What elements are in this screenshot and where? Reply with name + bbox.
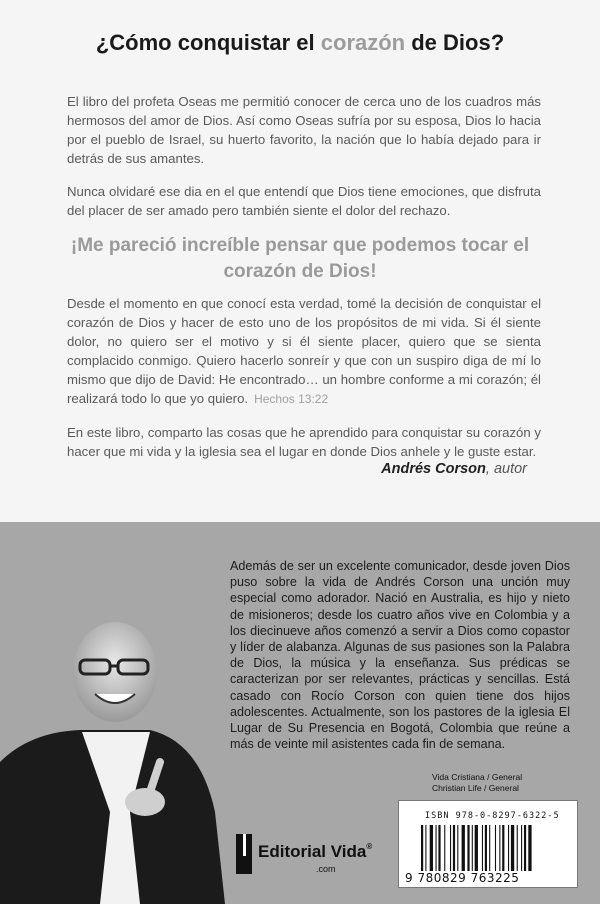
category-label bbox=[432, 772, 522, 794]
author-photo bbox=[0, 612, 232, 904]
title-part-2: de Dios? bbox=[405, 30, 505, 55]
publisher-name bbox=[258, 842, 372, 862]
registered-mark: ® bbox=[366, 842, 373, 851]
author-name: Andrés Corson bbox=[381, 461, 486, 477]
isbn-text: ISBN 978-0-8297-6322-5 bbox=[425, 811, 560, 821]
barcode-box bbox=[398, 800, 578, 888]
paragraph-3 bbox=[67, 294, 541, 409]
bible-reference: Hechos 13:22 bbox=[254, 392, 329, 406]
paragraph-4: En este libro, comparto las cosas que he aprendido para conquistar su corazón y hacer que mi vida y la iglesia sea el lugar en donde Dios anhele y le guste estar. bbox=[67, 425, 541, 459]
category-line-1: Vida Cristiana / General bbox=[432, 772, 523, 782]
author-bio: Además de ser un excelente comunicador, desde joven Dios puso sobre la vida de Andrés Corson una unción muy especial como adorador. Nació en Australia, es hijo y nieto de misioneros; desde los cuatro años vive en Colombia y a los diecinueve años comenzó a servir a Dios como copastor y líder de alabanza. Algunas de sus pasiones son la Palabra de Dios, la música y la enseñanza. Sus prédicas se caracterizan por ser relevantes, prácticas y sencillas. Está casado con Rocío Corson con quien tiene dos hijos adolescentes. Actualmente, son los pastores de la iglesia El Lugar de Su Presencia en Bogotá, Colombia que reúne a más de veinte mil asistentes cada fin de semana. bbox=[230, 559, 570, 752]
page-title bbox=[0, 30, 600, 56]
category-line-2: Christian Life / General bbox=[432, 783, 519, 793]
barcode-number: 9 780829 763225 bbox=[405, 871, 520, 885]
title-part-1: ¿Cómo conquistar el bbox=[95, 30, 321, 55]
author-role: , autor bbox=[485, 461, 527, 477]
paragraph-1: El libro del profeta Oseas me permitió conocer de cerca uno de los cuadros más hermosos del amor de Dios. Así como Oseas sufría por su esposa, Dios lo hacia por el pueblo de Israel, su huerto favorito, la nación que lo había dejado para ir detrás de sus amantes. bbox=[67, 94, 541, 166]
paragraph-3-text: Desde el momento en que conocí esta verdad, tomé la decisión de conquistar el corazón de Dios y hacer de esto uno de los propósitos de mi vida. Si él siente dolor, no quiero ser el motivo y si él siente placer, quiero que se sienta complacido conmigo. Quiero hacerlo sonreír y que con un suspiro diga de mí lo mismo que dijo de David: He encontrado… un hombre conforme a mi corazón; él realizará todo lo que yo quiero. bbox=[67, 296, 541, 406]
publisher-mark-icon bbox=[236, 834, 252, 874]
author-signature bbox=[381, 461, 527, 477]
publisher-name-a: Editorial bbox=[258, 842, 331, 861]
publisher-domain: .com bbox=[316, 864, 336, 874]
barcode-bars bbox=[421, 825, 571, 871]
pull-quote: ¡Me pareció increíble pensar que podemos tocar el corazón de Dios! bbox=[70, 235, 530, 282]
publisher-name-b: Vida bbox=[330, 842, 367, 861]
publisher-logo bbox=[236, 832, 376, 882]
paragraph-2: Nunca olvidaré ese dia en el que entendí que Dios tiene emociones, que disfruta del placer de ser amado pero también siente el dolor del rechazo. bbox=[67, 184, 541, 218]
title-highlight: corazón bbox=[320, 30, 406, 55]
